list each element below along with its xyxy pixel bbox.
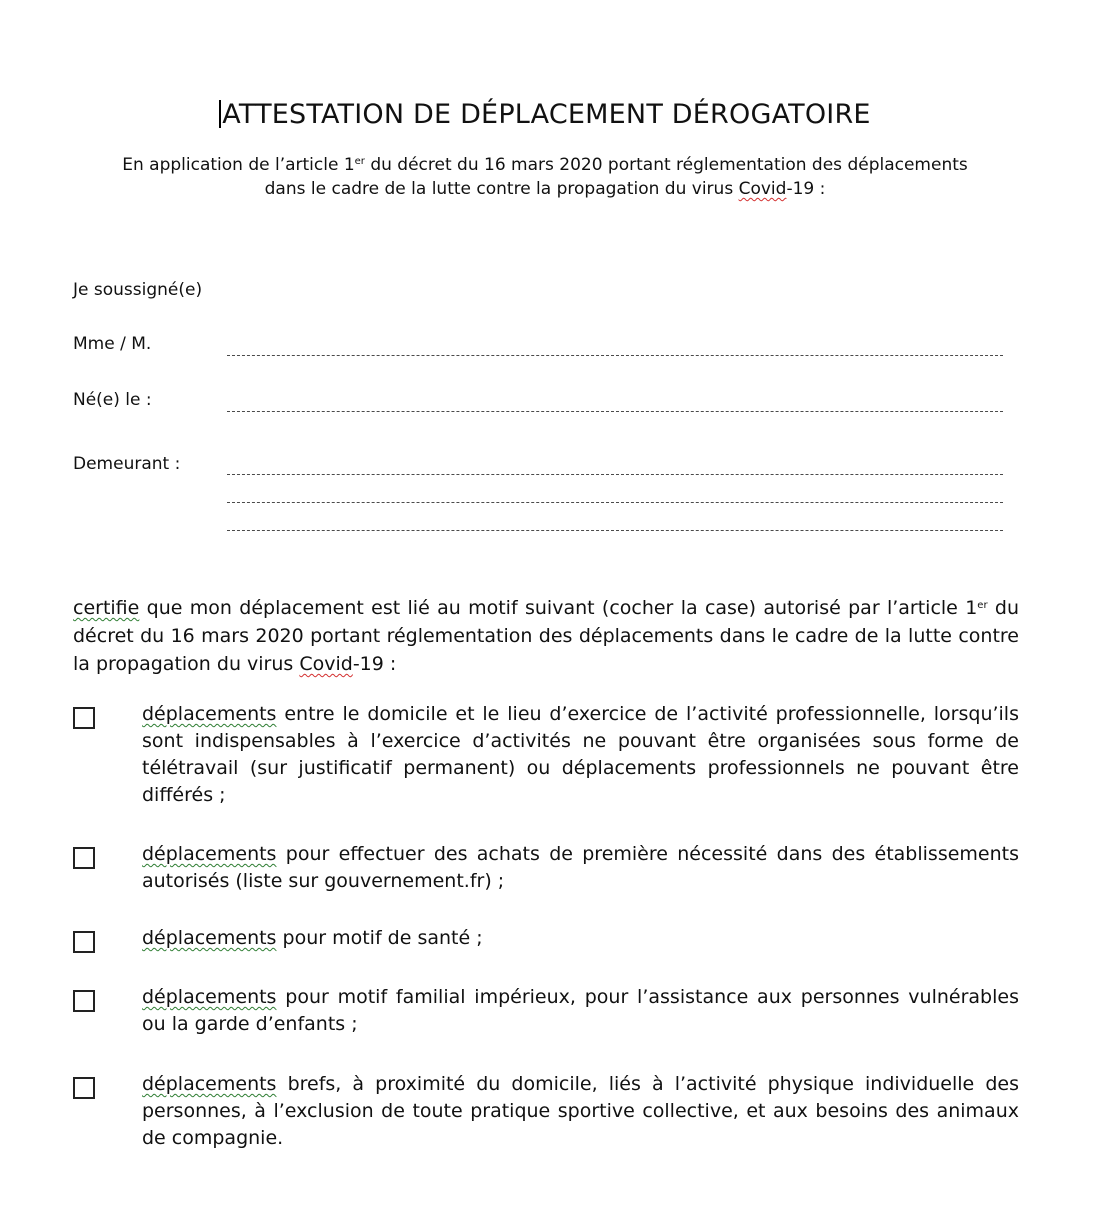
option-exercise [73,1071,1019,1152]
text-cursor [219,100,221,128]
document-title [0,97,1090,133]
option-family [73,984,1019,1038]
option-shopping [73,841,1019,895]
checkbox-exercise[interactable] [73,1077,95,1099]
checkbox-family[interactable] [73,990,95,1012]
address-field-line-1[interactable] [227,474,1003,475]
checkbox-health[interactable] [73,931,95,953]
certify-part-a: que mon déplacement est lié au motif suivant (cocher la case) autorisé par l’article 1 [139,597,978,619]
certify-word: certifie [73,597,140,619]
document-title-text: ATTESTATION DE DÉPLACEMENT DÉROGATOIRE [222,99,871,130]
address-field-line-2[interactable] [227,502,1003,503]
option-shopping-text [142,841,1019,895]
option-shopping-body: pour effectuer des achats de première nécessité dans des établissements autorisés (liste sur gouvernement.fr) ; [142,843,1019,892]
birth-field-line[interactable] [227,411,1003,412]
subtitle-covid-word: Covid [738,179,787,199]
option-professional-text [142,701,1019,809]
option-exercise-body: brefs, à proximité du domicile, liés à l’activité physique individuelle des personnes, à l’exclusion de toute pratique sportive collective, et aux besoins des animaux de compagnie. [142,1073,1019,1149]
certify-paragraph [73,592,1019,678]
option-family-lead: déplacements [142,986,277,1008]
checkbox-professional[interactable] [73,707,95,729]
subtitle-end: -19 : [786,179,826,199]
option-exercise-lead: déplacements [142,1073,277,1095]
option-health-text [142,925,1019,952]
certify-superscript: er [977,600,988,611]
certify-covid-word: Covid [299,653,353,675]
subtitle-superscript: er [354,156,365,167]
option-exercise-text [142,1071,1019,1152]
checkbox-shopping[interactable] [73,847,95,869]
option-professional-lead: déplacements [142,703,277,725]
option-health-lead: déplacements [142,927,277,949]
option-shopping-lead: déplacements [142,843,277,865]
option-professional [73,701,1019,809]
subtitle-part-a: En application de l’article 1 [122,155,355,175]
option-family-body: pour motif familial impérieux, pour l’assistance aux personnes vulnérables ou la garde d’enfants ; [142,986,1019,1035]
birth-label: Né(e) le : [73,390,152,410]
certify-part-b: du décret du 16 mars 2020 portant réglementation des déplacements dans le cadre de la lutte contre la propagation du virus [73,597,1019,675]
option-professional-body: entre le domicile et le lieu d’exercice de l’activité professionnelle, lorsqu’ils sont indispensables à l’exercice d’activités ne pouvant être organisées sous forme de télétravail (sur justificatif permanent) ou déplacements professionnels ne pouvant être différés ; [142,703,1019,806]
option-health-body: pour motif de santé ; [276,927,483,949]
option-health [73,925,1019,952]
address-field-line-3[interactable] [227,530,1003,531]
address-label: Demeurant : [73,454,181,474]
document-subtitle [110,150,980,201]
certify-end: -19 : [352,653,397,675]
name-field-line[interactable] [227,355,1003,356]
option-family-text [142,984,1019,1038]
intro-label: Je soussigné(e) [73,280,203,300]
name-label: Mme / M. [73,334,152,354]
subtitle-part-b: du décret du 16 mars 2020 portant réglementation des déplacements dans le cadre de la lutte contre la propagation du virus [264,155,968,199]
